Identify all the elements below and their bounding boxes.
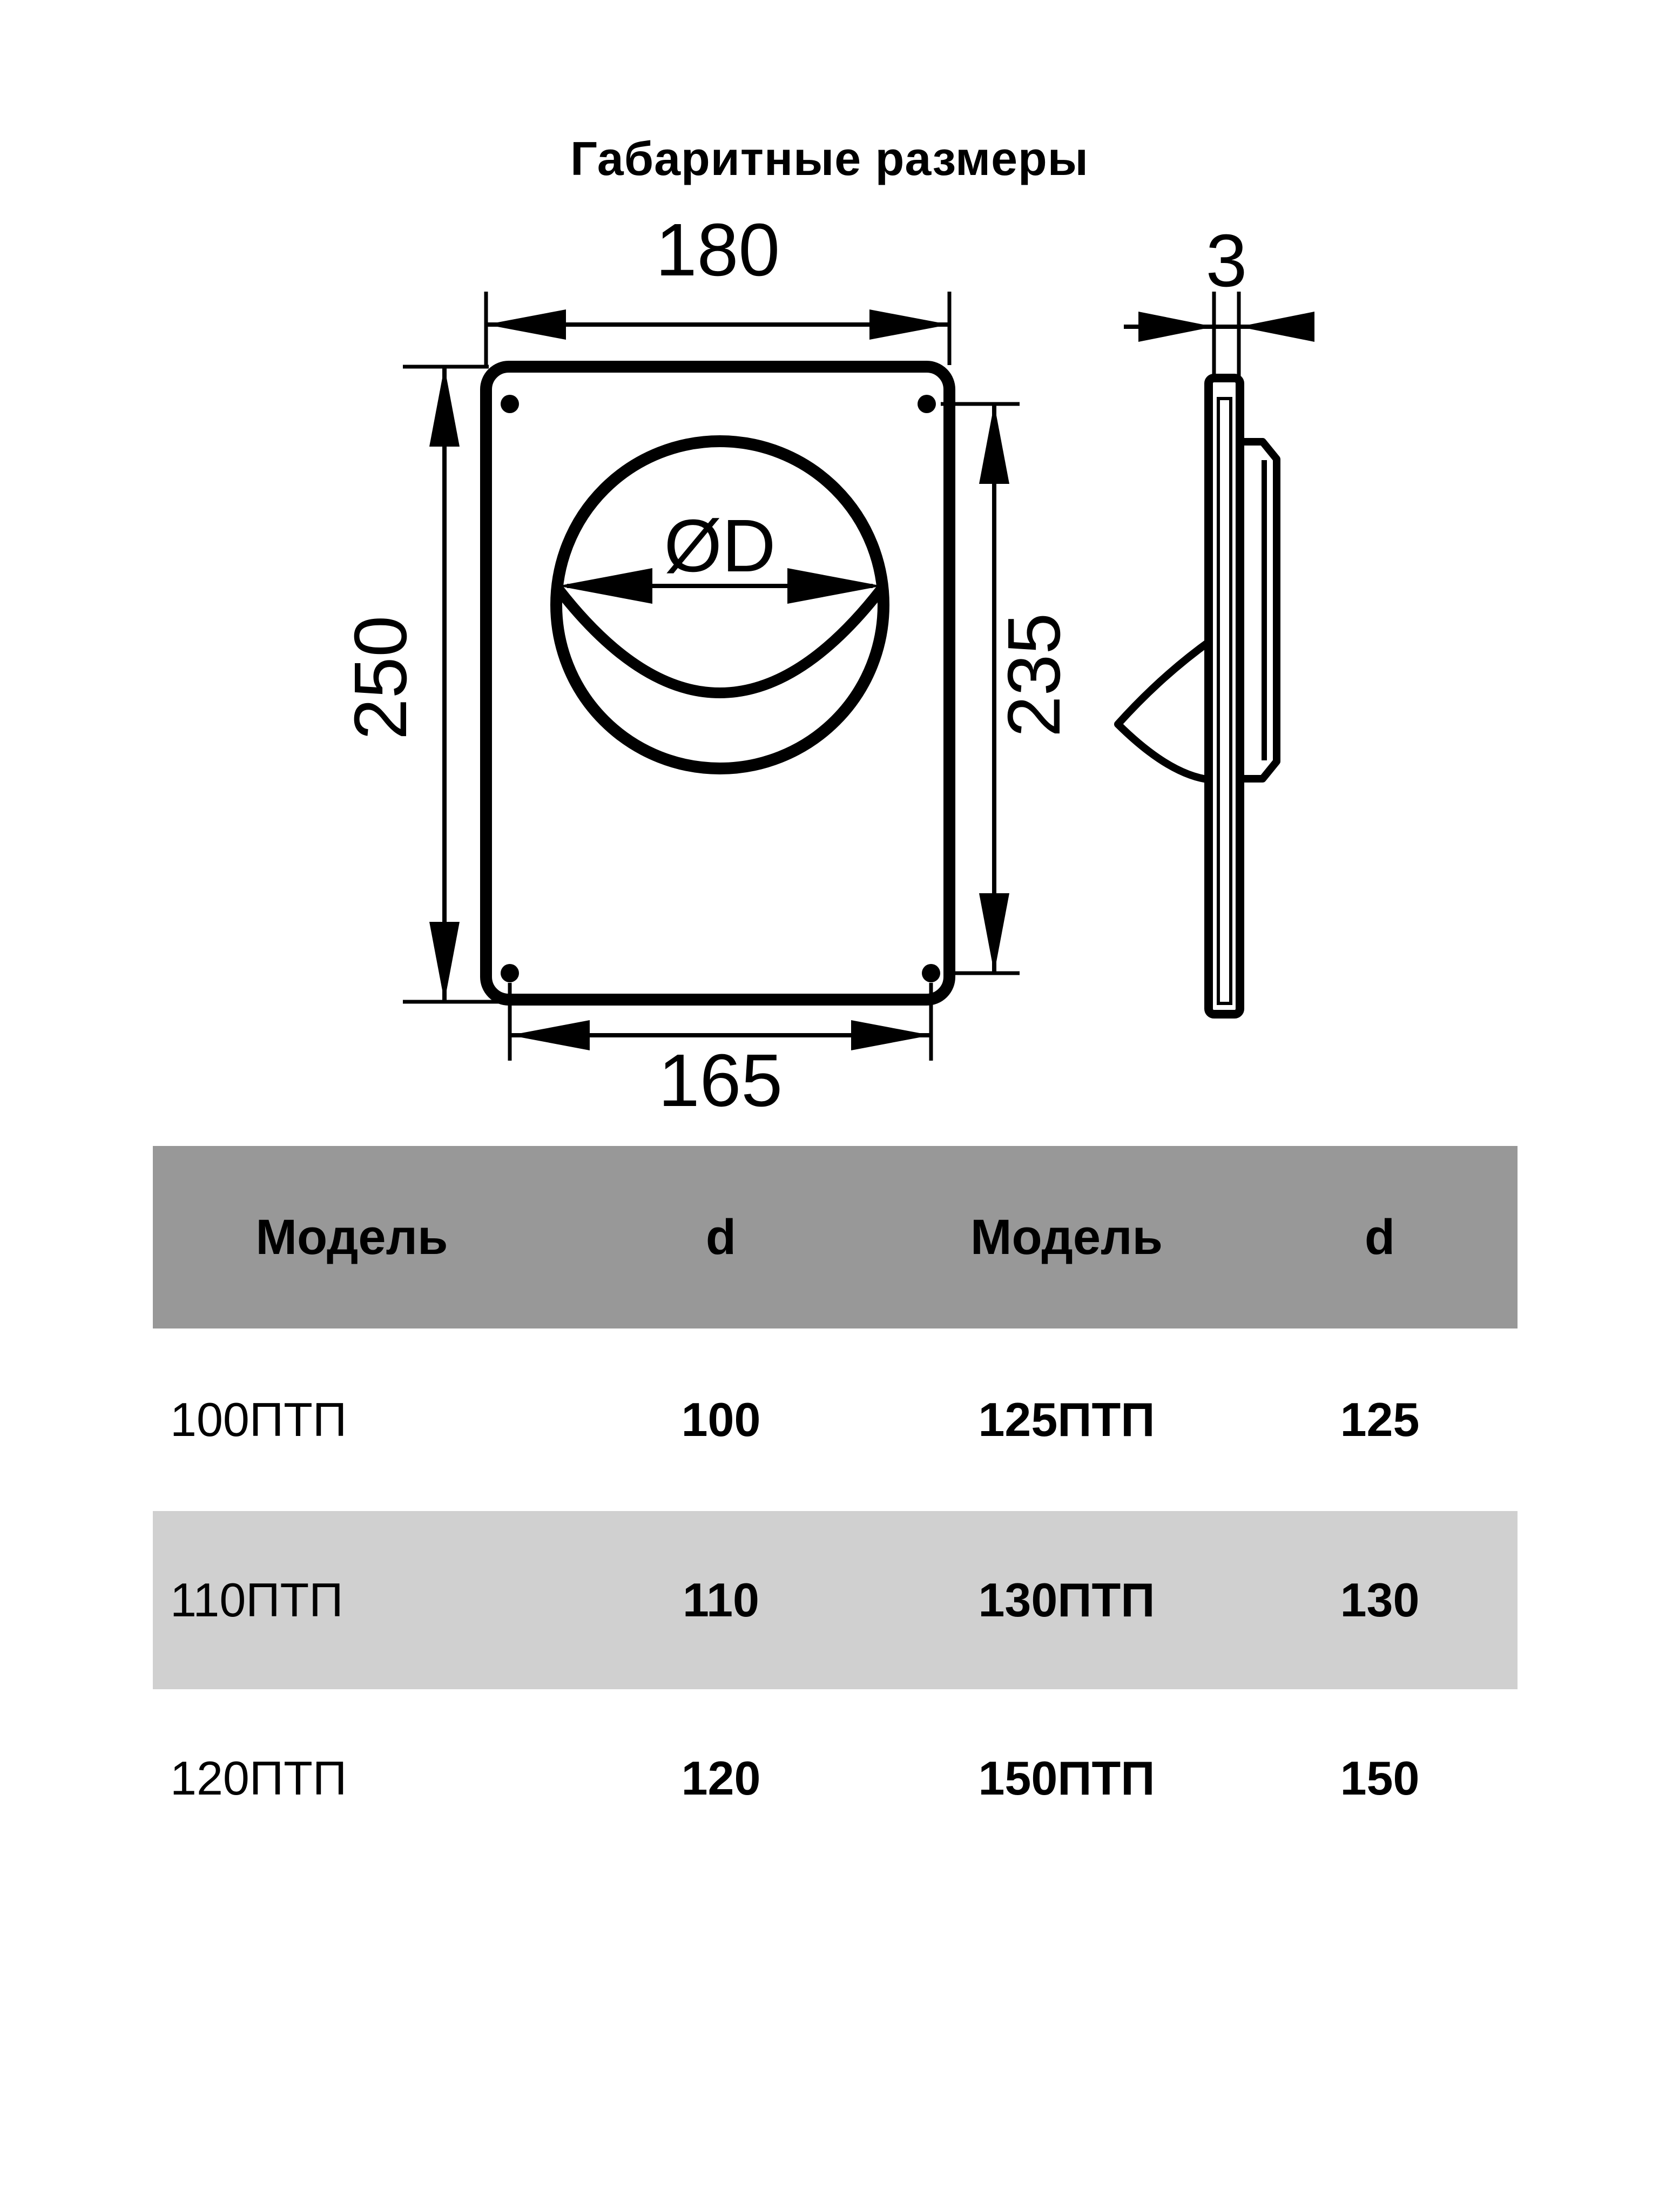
- page-title: Габаритные размеры: [570, 132, 1089, 185]
- cell-d-b: 150: [1340, 1751, 1420, 1805]
- side-plate: [1209, 378, 1240, 1014]
- cell-d-b: 130: [1340, 1573, 1420, 1627]
- table-row: [153, 1328, 1518, 1511]
- table-row: [153, 1689, 1518, 1867]
- dim-height-label: 250: [339, 615, 422, 740]
- cell-d-a: 100: [681, 1393, 761, 1446]
- cell-d-a: 120: [681, 1751, 761, 1805]
- dim-width-label: 180: [655, 208, 780, 292]
- cell-d-a: 110: [683, 1573, 759, 1627]
- side-flap: [1118, 640, 1211, 780]
- screw-hole-bottom-left: [501, 964, 519, 982]
- dim-hole-spacing-vertical-label: 235: [993, 612, 1076, 738]
- dim-diameter-label: ØD: [664, 504, 776, 588]
- screw-hole-top-right: [918, 395, 936, 413]
- dim-thickness: [1124, 219, 1314, 377]
- dim-hole-spacing-vertical: [941, 404, 1076, 973]
- header-d-a: d: [705, 1210, 737, 1265]
- dim-width: [486, 208, 949, 365]
- front-view: [339, 208, 1076, 1122]
- header-d-b: d: [1364, 1210, 1395, 1265]
- table-header-row: [153, 1146, 1518, 1328]
- header-model-a: Модель: [255, 1210, 448, 1265]
- duct-circle: [556, 441, 884, 768]
- side-spigot: [1239, 442, 1277, 779]
- screw-hole-bottom-right: [922, 964, 940, 982]
- cell-model-a: 120ПТП: [170, 1751, 347, 1805]
- cell-model-a: 110ПТП: [170, 1573, 343, 1627]
- side-view: [1118, 219, 1314, 1014]
- screw-hole-top-left: [501, 395, 519, 413]
- cell-model-b: 125ПТП: [978, 1393, 1155, 1446]
- cell-model-b: 150ПТП: [978, 1751, 1155, 1805]
- model-table: [153, 1146, 1518, 1867]
- header-model-b: Модель: [970, 1210, 1163, 1265]
- dim-hole-spacing-horizontal-label: 165: [658, 1039, 783, 1122]
- cell-model-b: 130ПТП: [978, 1573, 1155, 1627]
- cell-d-b: 125: [1340, 1393, 1420, 1446]
- cell-model-a: 100ПТП: [170, 1393, 347, 1446]
- dim-thickness-label: 3: [1205, 219, 1247, 302]
- table-row: [153, 1511, 1518, 1689]
